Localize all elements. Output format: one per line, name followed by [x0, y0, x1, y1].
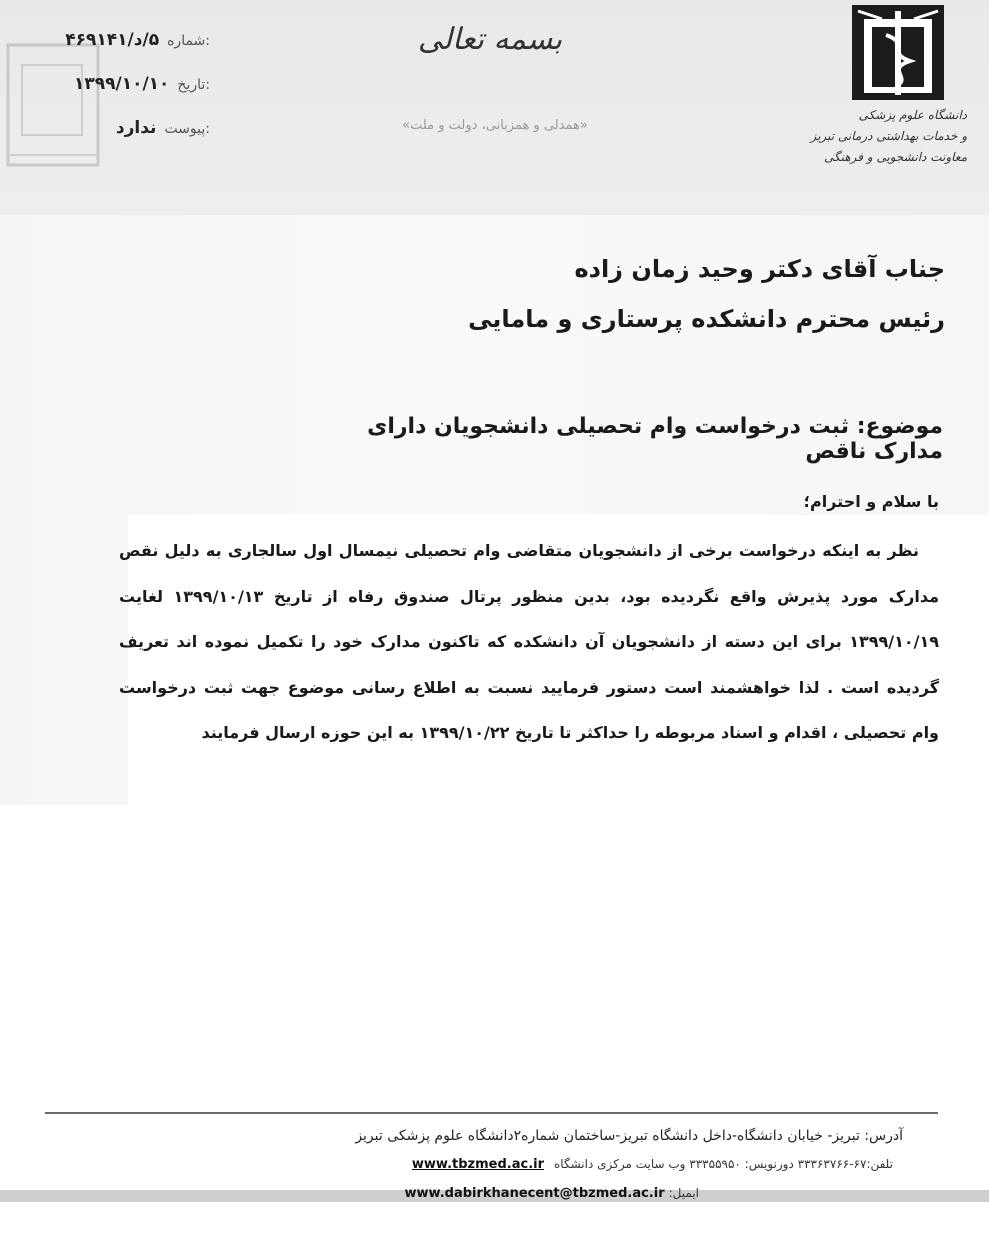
letter-number [40, 30, 210, 50]
university-logo-icon [852, 5, 944, 100]
motto: «همدلی و همزبانی، دولت و ملت» [402, 118, 588, 133]
number-label: شماره: [167, 33, 210, 49]
number-value: ۵/د/۴۶۹۱۴۱ [65, 30, 160, 50]
university-line: و خدمات بهداشتی درمانی تبریز [810, 129, 967, 143]
body-paragraph: نظر به اینکه درخواست برخی از دانشجویان متقاضی وام تحصیلی نیمسال اول سالجاری به دلیل نقص مدارک مورد پذیرش واقع نگردیده بود، بدین منظور پرتال صندوق رفاه از تاریخ ۱۳۹۹/۱۰/۱۳ لغایت ۱۳۹۹/۱۰/۱۹ برای این دسته از دانشجویان آن دانشکده که تاکنون مدارک خود را تکمیل نموده اند تعریف گردیده است . لذا خواهشمند است دستور فرمایید نسبت به اطلاع رسانی موضوع جهت ثبت درخواست وام تحصیلی ، اقدام و اسناد مربوطه را حداکثر تا تاریخ ۱۳۹۹/۱۰/۲۲ به این حوزه ارسال فرمایند [119, 541, 939, 742]
university-line: دانشگاه علوم پزشکی [858, 108, 967, 122]
subject-line: موضوع: ثبت درخواست وام تحصیلی دانشجویان دارای مدارک ناقص [367, 414, 943, 464]
date-value: ۱۳۹۹/۱۰/۱۰ [73, 74, 170, 94]
bottom-panel [0, 1202, 989, 1236]
letter-body [119, 528, 939, 756]
footer-email [405, 1186, 699, 1201]
email-label: ایمیل: [668, 1186, 699, 1200]
university-line: معاونت دانشجویی و فرهنگی [824, 150, 967, 164]
letter-attachment [40, 118, 210, 138]
email-link[interactable]: www.dabirkhanecent@tbzmed.ac.ir [404, 1186, 665, 1201]
addressee-name: جناب آقای دکتر وحید زمان زاده [574, 255, 945, 283]
addressee-title: رئیس محترم دانشکده پرستاری و مامایی [468, 305, 945, 333]
website-link[interactable]: www.tbzmed.ac.ir [411, 1157, 545, 1172]
footer-address: آدرس: تبریز- خیابان دانشگاه-داخل دانشگاه تبریز-ساختمان شماره۲دانشگاه علوم پزشکی تبریز [355, 1128, 903, 1144]
invocation: بسمه تعالی [417, 22, 563, 57]
attachment-label: پیوست: [164, 121, 210, 137]
date-label: تاریخ: [177, 77, 210, 93]
footer-contact [412, 1157, 893, 1172]
attachment-value: ندارد [115, 118, 157, 138]
letter-date [40, 74, 210, 94]
footer-divider [45, 1112, 938, 1114]
footer-phone: تلفن:۶۷-۳۳۳۶۳۷۶۶ دورنویس: ۳۳۳۵۵۹۵۰ وب سایت مرکزی دانشگاه [554, 1157, 893, 1171]
salutation: با سلام و احترام؛ [803, 492, 939, 511]
university-name [797, 105, 967, 168]
